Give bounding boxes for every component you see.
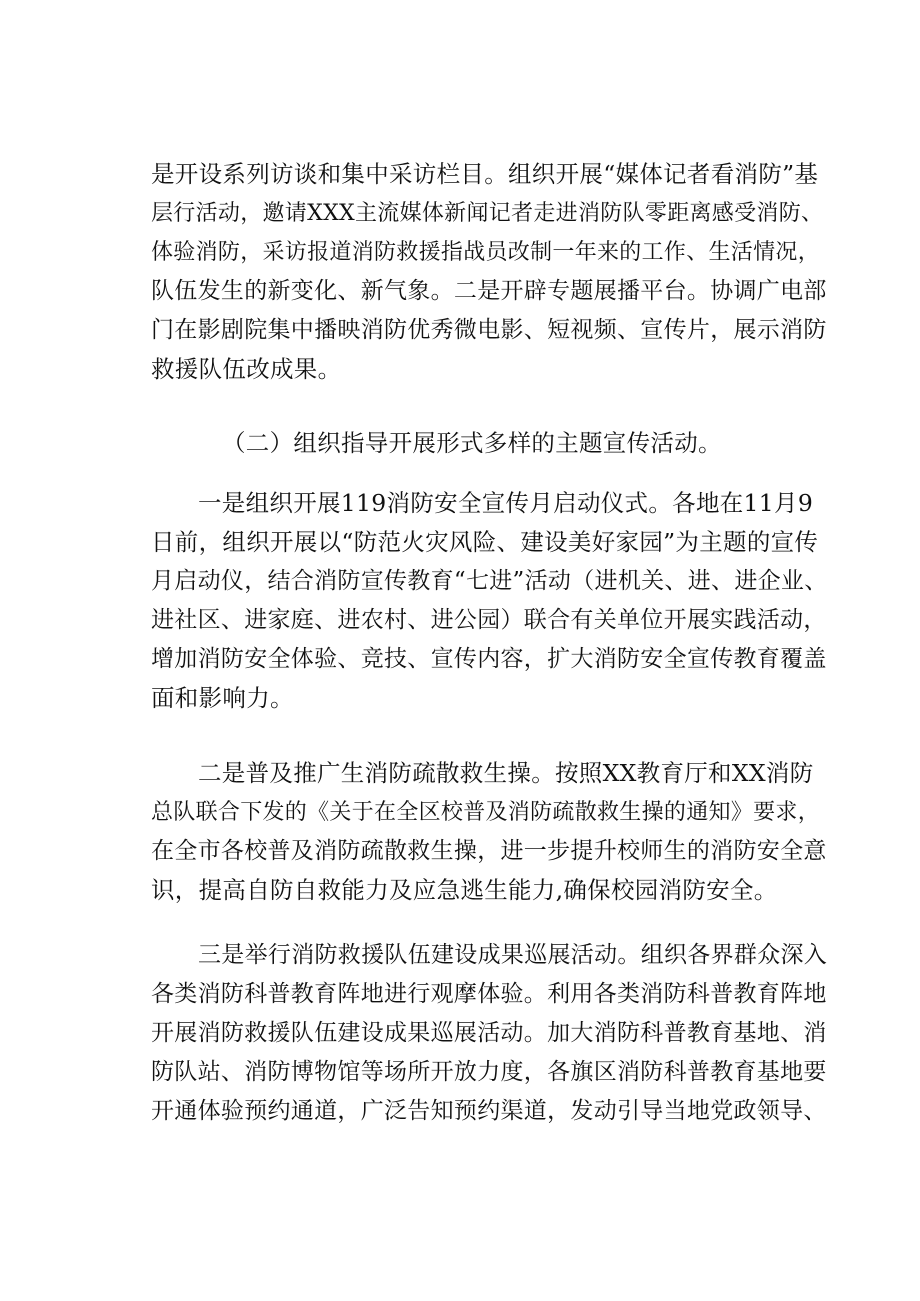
text-line: 在全市各校普及消防疏散救生操，进一步提升校师生的消防安全意 <box>151 838 827 864</box>
text-line: 增加消防安全体验、竞技、宣传内容，扩大消防安全宣传教育覆盖 <box>151 646 827 672</box>
text-line: 防队站、消防博物馆等场所开放力度，各旗区消防科普教育基地要 <box>151 1059 827 1085</box>
text-line: 体验消防，采访报道消防救援指战员改制一年来的工作、生活情况， <box>151 240 821 265</box>
para-evacuation-drill <box>151 754 831 910</box>
para-media-coverage <box>151 155 831 389</box>
para-exhibition-tour <box>151 936 831 1131</box>
text-line: 开展消防救援队伍建设成果巡展活动。加大消防科普教育基地、消 <box>151 1020 827 1046</box>
text-line: 救援队伍改成果。 <box>151 355 342 383</box>
para-119-launch <box>151 484 831 718</box>
text-line: 层行活动，邀请XXX主流媒体新闻记者走进消防队零距离感受消防、 <box>151 201 824 226</box>
text-line: 面和影响力。 <box>151 684 294 712</box>
text-line: 总队联合下发的《关于在全区校普及消防疏散救生操的通知》要求， <box>151 800 821 825</box>
text-line: 进社区、进家庭、进农村、进公园）联合有关单位开展实践活动， <box>151 607 827 633</box>
text-line: 门在影剧院集中播映消防优秀微电影、短视频、宣传片，展示消防 <box>151 317 827 343</box>
text-line: 二是普及推广生消防疏散救生操。按照XX教育厅和XX消防 <box>198 759 814 787</box>
text-line: 日前，组织开展以“防范火灾风险、建设美好家园”为主题的宣传 <box>151 528 819 556</box>
text-line: 是开设系列访谈和集中采访栏目。组织开展“媒体记者看消防”基 <box>151 160 819 188</box>
text-line: 三是举行消防救援队伍建设成果巡展活动。组织各界群众深入 <box>198 942 828 968</box>
text-line: 一是组织开展119消防安全宣传月启动仪式。各地在11月9 <box>198 489 814 517</box>
text-line: 识，提高自防自救能力及应急逃生能力,确保校园消防安全。 <box>151 876 778 904</box>
text-line: 月启动仪，结合消防宣传教育“七进”活动（进机关、进、进企业、 <box>151 568 828 594</box>
section-heading: （二）组织指导开展形式多样的主题宣传活动。 <box>222 429 722 457</box>
section-heading-2 <box>151 424 831 463</box>
text-line: 队伍发生的新变化、新气象。二是开辟专题展播平台。协调广电部 <box>151 278 827 304</box>
text-line: 开通体验预约通道，广泛告知预约渠道，发动引导当地党政领导、 <box>151 1098 827 1124</box>
text-line: 各类消防科普教育阵地进行观摩体验。利用各类消防科普教育阵地 <box>151 981 827 1007</box>
